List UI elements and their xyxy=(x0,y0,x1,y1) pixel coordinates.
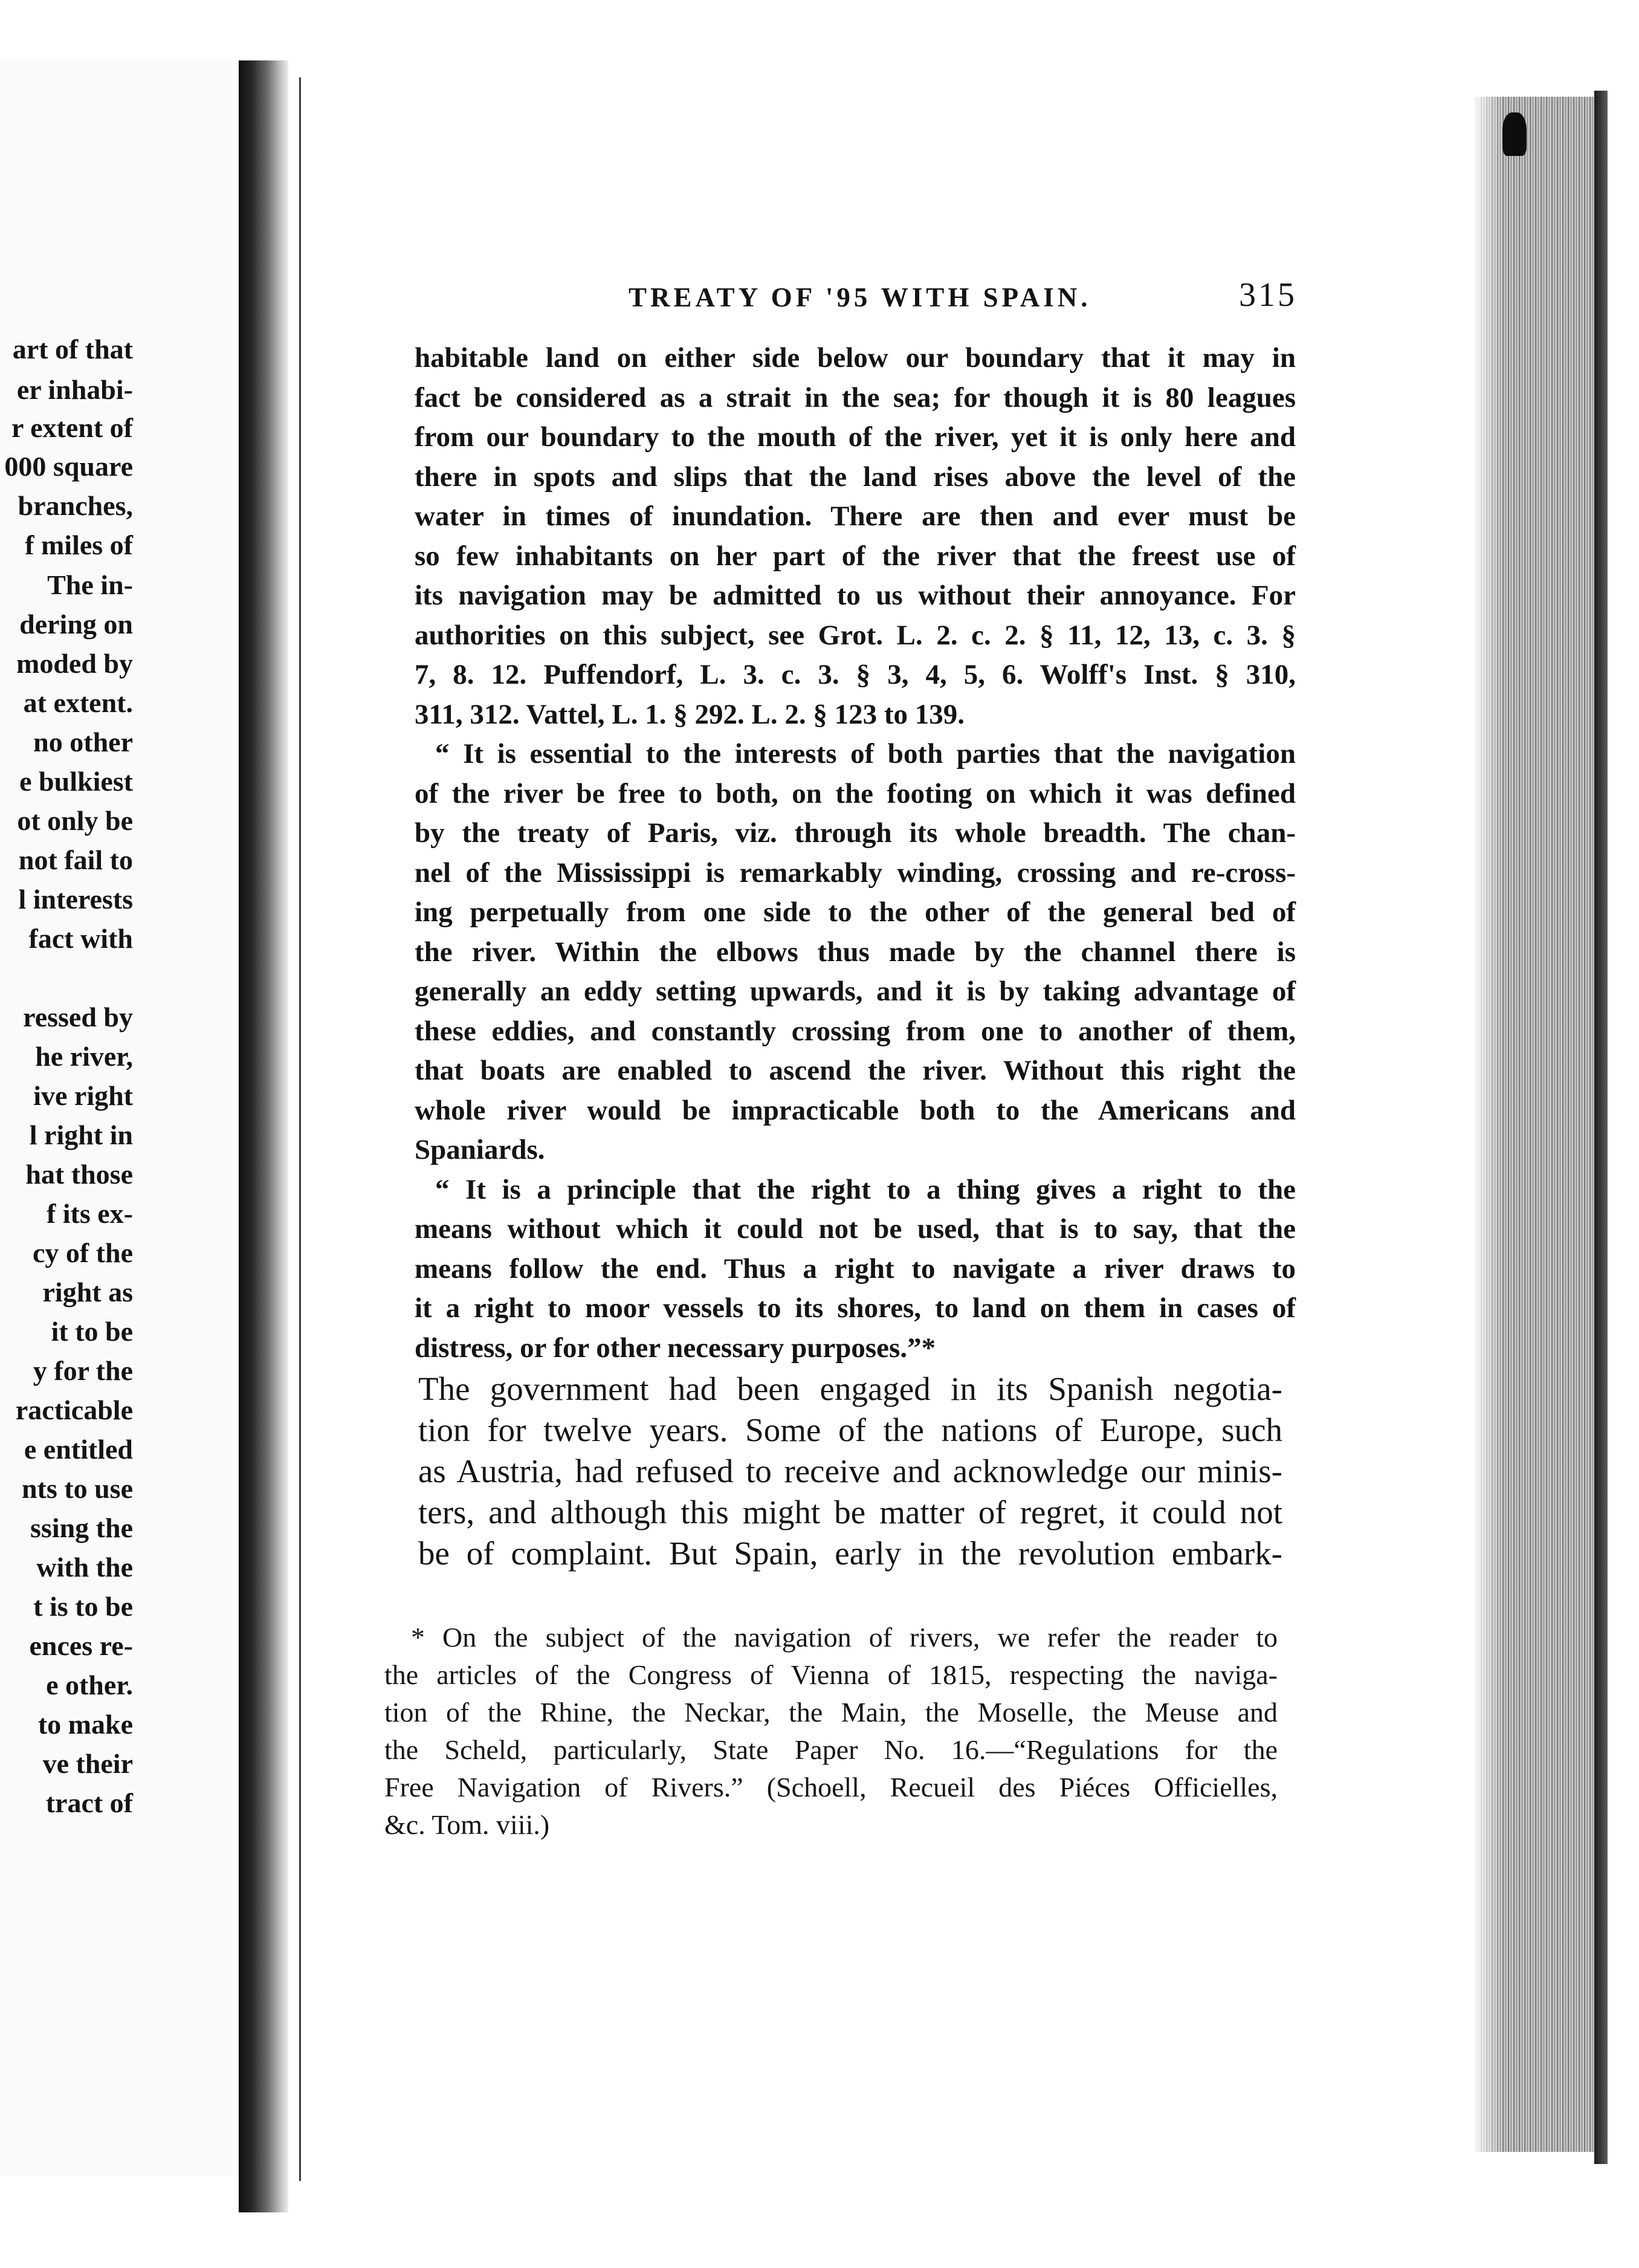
left-page-line: with the xyxy=(36,1552,133,1583)
left-page-line: e bulkiest xyxy=(19,766,133,797)
book-edge-shadow xyxy=(1594,91,1608,2164)
left-page-line: er inhabi- xyxy=(16,374,133,405)
left-page-line: dering on xyxy=(19,609,133,640)
left-page-line: tract of xyxy=(45,1787,133,1818)
left-page-line: l interests xyxy=(18,884,133,915)
book-gutter xyxy=(239,60,288,2212)
quote-line: by the treaty of Paris, viz. through its whole breadth. The chan- xyxy=(415,817,1296,849)
footnote-line: Free Navigation of Rivers.” (Schoell, Recueil des Piéces Officielles, xyxy=(384,1772,1278,1803)
quote-line: ing perpetually from one side to the other of the general bed of xyxy=(415,896,1296,928)
quote-line: nel of the Mississippi is remarkably winding, crossing and re-cross- xyxy=(415,857,1296,889)
left-page-line: branches, xyxy=(18,490,133,521)
page-number: 315 xyxy=(1239,276,1297,314)
left-page-line: cy of the xyxy=(32,1237,133,1268)
page-edge-mark xyxy=(1502,112,1527,156)
left-page-line: it to be xyxy=(51,1316,133,1347)
quote-line: these eddies, and constantly crossing from one to another of them, xyxy=(415,1016,1296,1047)
left-page-line: t is to be xyxy=(33,1591,133,1622)
left-page-line: ences re- xyxy=(29,1630,133,1661)
quote-line: distress, or for other necessary purposes.”* xyxy=(415,1332,936,1364)
left-page-line: The in- xyxy=(47,569,133,600)
body-line: tion for twelve years. Some of the nations of Europe, such xyxy=(418,1411,1282,1448)
left-page-line: y for the xyxy=(33,1355,133,1386)
quote-line: habitable land on either side below our boundary that it may in xyxy=(415,342,1296,374)
left-page-line: no other xyxy=(33,727,133,757)
left-page-line: hat those xyxy=(25,1159,133,1190)
left-page-line: not fail to xyxy=(18,844,133,875)
left-page-line: nts to use xyxy=(21,1473,133,1504)
left-page-line: ve their xyxy=(42,1748,133,1779)
quote-line: fact be considered as a strait in the sea; for though it is 80 leagues xyxy=(415,382,1296,413)
left-page-line: 000 square xyxy=(4,451,133,482)
quote-line: generally an eddy setting upwards, and it is by taking advantage of xyxy=(415,976,1296,1007)
quote-line: 7, 8. 12. Puffendorf, L. 3. c. 3. § 3, 4, 5, 6. Wolff's Inst. § 310, xyxy=(415,659,1296,690)
left-page-line: ive right xyxy=(33,1080,133,1111)
quote-line: it a right to moor vessels to its shores, to land on them in cases of xyxy=(415,1292,1296,1324)
left-page-line: to make xyxy=(37,1709,133,1740)
footnote-line: &c. Tom. viii.) xyxy=(384,1809,550,1840)
quote-line: water in times of inundation. There are then and ever must be xyxy=(415,501,1296,532)
quote-line: from our boundary to the mouth of the river, yet it is only here and xyxy=(415,421,1296,453)
footnote-line: * On the subject of the navigation of rivers, we refer the reader to xyxy=(411,1622,1278,1653)
left-page-line: f its ex- xyxy=(46,1198,133,1229)
left-page-line: he river, xyxy=(35,1041,133,1072)
footnote-line: the articles of the Congress of Vienna of 1815, respecting the naviga- xyxy=(384,1659,1278,1690)
footnote-line: tion of the Rhine, the Neckar, the Main, the Moselle, the Meuse and xyxy=(384,1697,1278,1728)
body-line: The government had been engaged in its Spanish negotia- xyxy=(418,1370,1282,1407)
quote-line: means without which it could not be used, that is to say, that the xyxy=(415,1213,1296,1245)
left-page-line: racticable xyxy=(15,1395,133,1425)
quote-line: so few inhabitants on her part of the river that the freest use of xyxy=(415,540,1296,572)
body-line: ters, and although this might be matter of regret, it could not xyxy=(418,1494,1282,1531)
quote-line: there in spots and slips that the land rises above the level of the xyxy=(415,461,1296,493)
quote-line: “ It is a principle that the right to a thing gives a right to the xyxy=(435,1174,1296,1205)
left-page-line: l right in xyxy=(29,1119,133,1150)
left-page-line: fact with xyxy=(28,923,133,954)
quote-line: its navigation may be admitted to us without their annoyance. For xyxy=(415,580,1296,611)
body-line: as Austria, had refused to receive and acknowledge our minis- xyxy=(418,1453,1282,1489)
left-page-line: right as xyxy=(42,1277,133,1307)
left-page-line: r extent of xyxy=(11,412,133,443)
footnote-line: the Scheld, particularly, State Paper No. 16.—“Regulations for the xyxy=(384,1734,1278,1765)
quote-line: means follow the end. Thus a right to navigate a river draws to xyxy=(415,1253,1296,1285)
quote-line: “ It is essential to the interests of both parties that the navigation xyxy=(435,738,1296,770)
quote-line: authorities on this subject, see Grot. L. 2. c. 2. § 11, 12, 13, c. 3. § xyxy=(415,620,1296,651)
quote-line: that boats are enabled to ascend the river. Without this right the xyxy=(415,1055,1296,1086)
left-page-line: e other. xyxy=(46,1670,133,1700)
quote-line: of the river be free to both, on the footing on which it was defined xyxy=(415,778,1296,809)
quote-line: whole river would be impracticable both to the Americans and xyxy=(415,1095,1296,1126)
page-edges xyxy=(1475,97,1595,2152)
left-page-line: ot only be xyxy=(17,805,133,836)
left-page-line: ressed by xyxy=(23,1002,133,1032)
left-page-line: moded by xyxy=(16,648,133,679)
left-page-line: ssing the xyxy=(30,1512,133,1543)
left-page-line: e entitled xyxy=(24,1434,133,1465)
running-head: TREATY OF '95 WITH SPAIN. xyxy=(629,282,1091,313)
quote-line: Spaniards. xyxy=(415,1134,545,1165)
quote-line: the river. Within the elbows thus made by the channel there is xyxy=(415,936,1296,968)
left-page-line: at extent. xyxy=(23,687,133,718)
quote-line: 311, 312. Vattel, L. 1. § 292. L. 2. § 123 to 139. xyxy=(415,699,965,730)
left-page-line: art of that xyxy=(12,334,133,364)
body-line: be of complaint. But Spain, early in the revolution embark- xyxy=(418,1535,1282,1572)
left-page-line: f miles of xyxy=(25,530,133,560)
